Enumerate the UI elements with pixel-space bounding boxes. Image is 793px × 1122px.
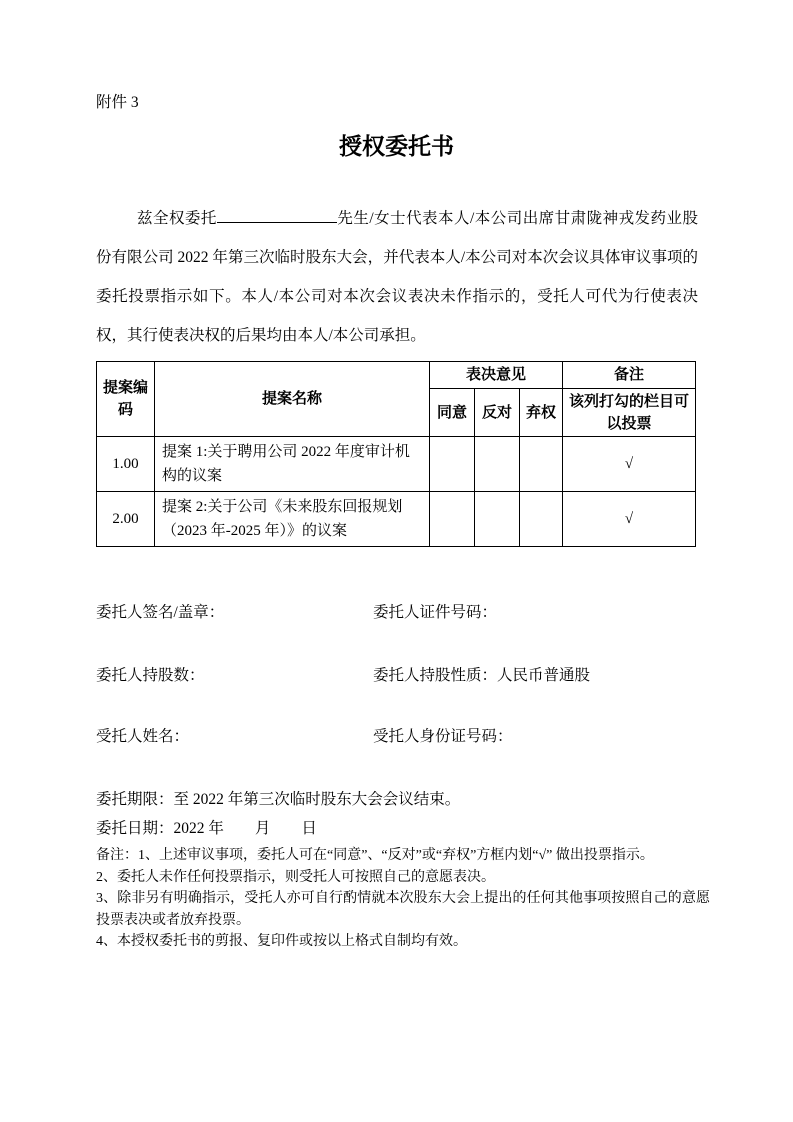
oppose-vote-cell <box>475 492 520 547</box>
principal-signature-row <box>96 600 700 622</box>
principal-id-label: 委托人证件号码： <box>373 604 498 621</box>
attachment-label: 附件 3 <box>96 94 139 111</box>
header-vote-opinion: 表决意见 <box>430 362 563 389</box>
authorization-paragraph <box>96 199 698 355</box>
header-proposal-code: 提案编码 <box>97 362 155 437</box>
paragraph-text-after-blank: 先生/女士代表本人/本公司出席甘肃陇神戎发药业股份有限公司 2022 年第三次临时股东大会，并代表本人/本公司对本次会议具体审议事项的委托投票指示如下。本人/本公司对本次会议表决未作指示的，受托人可代为行使表决权，其行使表决权的后果均由本人/本公司承担。 <box>96 210 698 344</box>
vote-allowed-checkmark: √ <box>563 492 696 547</box>
header-oppose: 反对 <box>475 389 520 437</box>
oppose-vote-cell <box>475 437 520 492</box>
principal-shares-label: 委托人持股数： <box>96 667 205 684</box>
principal-share-nature-label: 委托人持股性质： <box>373 667 498 684</box>
remark-notes <box>96 845 710 953</box>
note-line-1: 备注：1、上述审议事项，委托人可在“同意”、“反对”或“弃权”方框内划“√” 做出投票指示。 <box>96 848 654 863</box>
principal-share-nature-value: 人民币普通股 <box>497 667 591 684</box>
proposal-code-cell: 2.00 <box>97 492 155 547</box>
header-abstain: 弃权 <box>520 389 563 437</box>
mandate-period-line: 委托期限：至 2022 年第三次临时股东大会会议结束。 <box>96 791 461 808</box>
agree-vote-cell <box>430 437 475 492</box>
abstain-vote-cell <box>520 437 563 492</box>
table-row <box>97 437 696 492</box>
header-agree: 同意 <box>430 389 475 437</box>
abstain-vote-cell <box>520 492 563 547</box>
agree-vote-cell <box>430 492 475 547</box>
trustee-name-label: 受托人姓名： <box>96 728 190 745</box>
proposal-name-cell: 提案 1:关于聘用公司 2022 年度审计机构的议案 <box>155 437 430 492</box>
principal-shares-row <box>96 663 700 685</box>
paragraph-text-before-blank: 兹全权委托 <box>137 210 217 227</box>
mandate-date-line: 委托日期：2022 年 月 日 <box>96 820 317 837</box>
proposal-vote-table <box>96 361 696 547</box>
header-remark: 备注 <box>563 362 696 389</box>
trustee-id-label: 受托人身份证号码： <box>373 728 513 745</box>
note-line-3: 3、除非另有明确指示，受托人亦可自行酌情就本次股东大会上提出的任何其他事项按照自己的意愿投票表决或者放弃投票。 <box>96 891 710 928</box>
proposal-code-cell: 1.00 <box>97 437 155 492</box>
vote-allowed-checkmark: √ <box>563 437 696 492</box>
trustee-row <box>96 724 700 746</box>
table-row <box>97 492 696 547</box>
note-line-2: 2、委托人未作任何投票指示，则受托人可按照自己的意愿表决。 <box>96 869 495 885</box>
principal-signature-label: 委托人签名/盖章： <box>96 604 225 621</box>
proposal-name-cell: 提案 2:关于公司《未来股东回报规划（2023 年-2025 年）》的议案 <box>155 492 430 547</box>
header-remark-sub: 该列打勾的栏目可以投票 <box>563 389 696 437</box>
principal-name-blank-line <box>217 208 337 223</box>
page-title: 授权委托书 <box>339 133 454 159</box>
header-proposal-name: 提案名称 <box>155 362 430 437</box>
note-line-4: 4、本授权委托书的剪报、复印件或按以上格式自制均有效。 <box>96 934 467 949</box>
